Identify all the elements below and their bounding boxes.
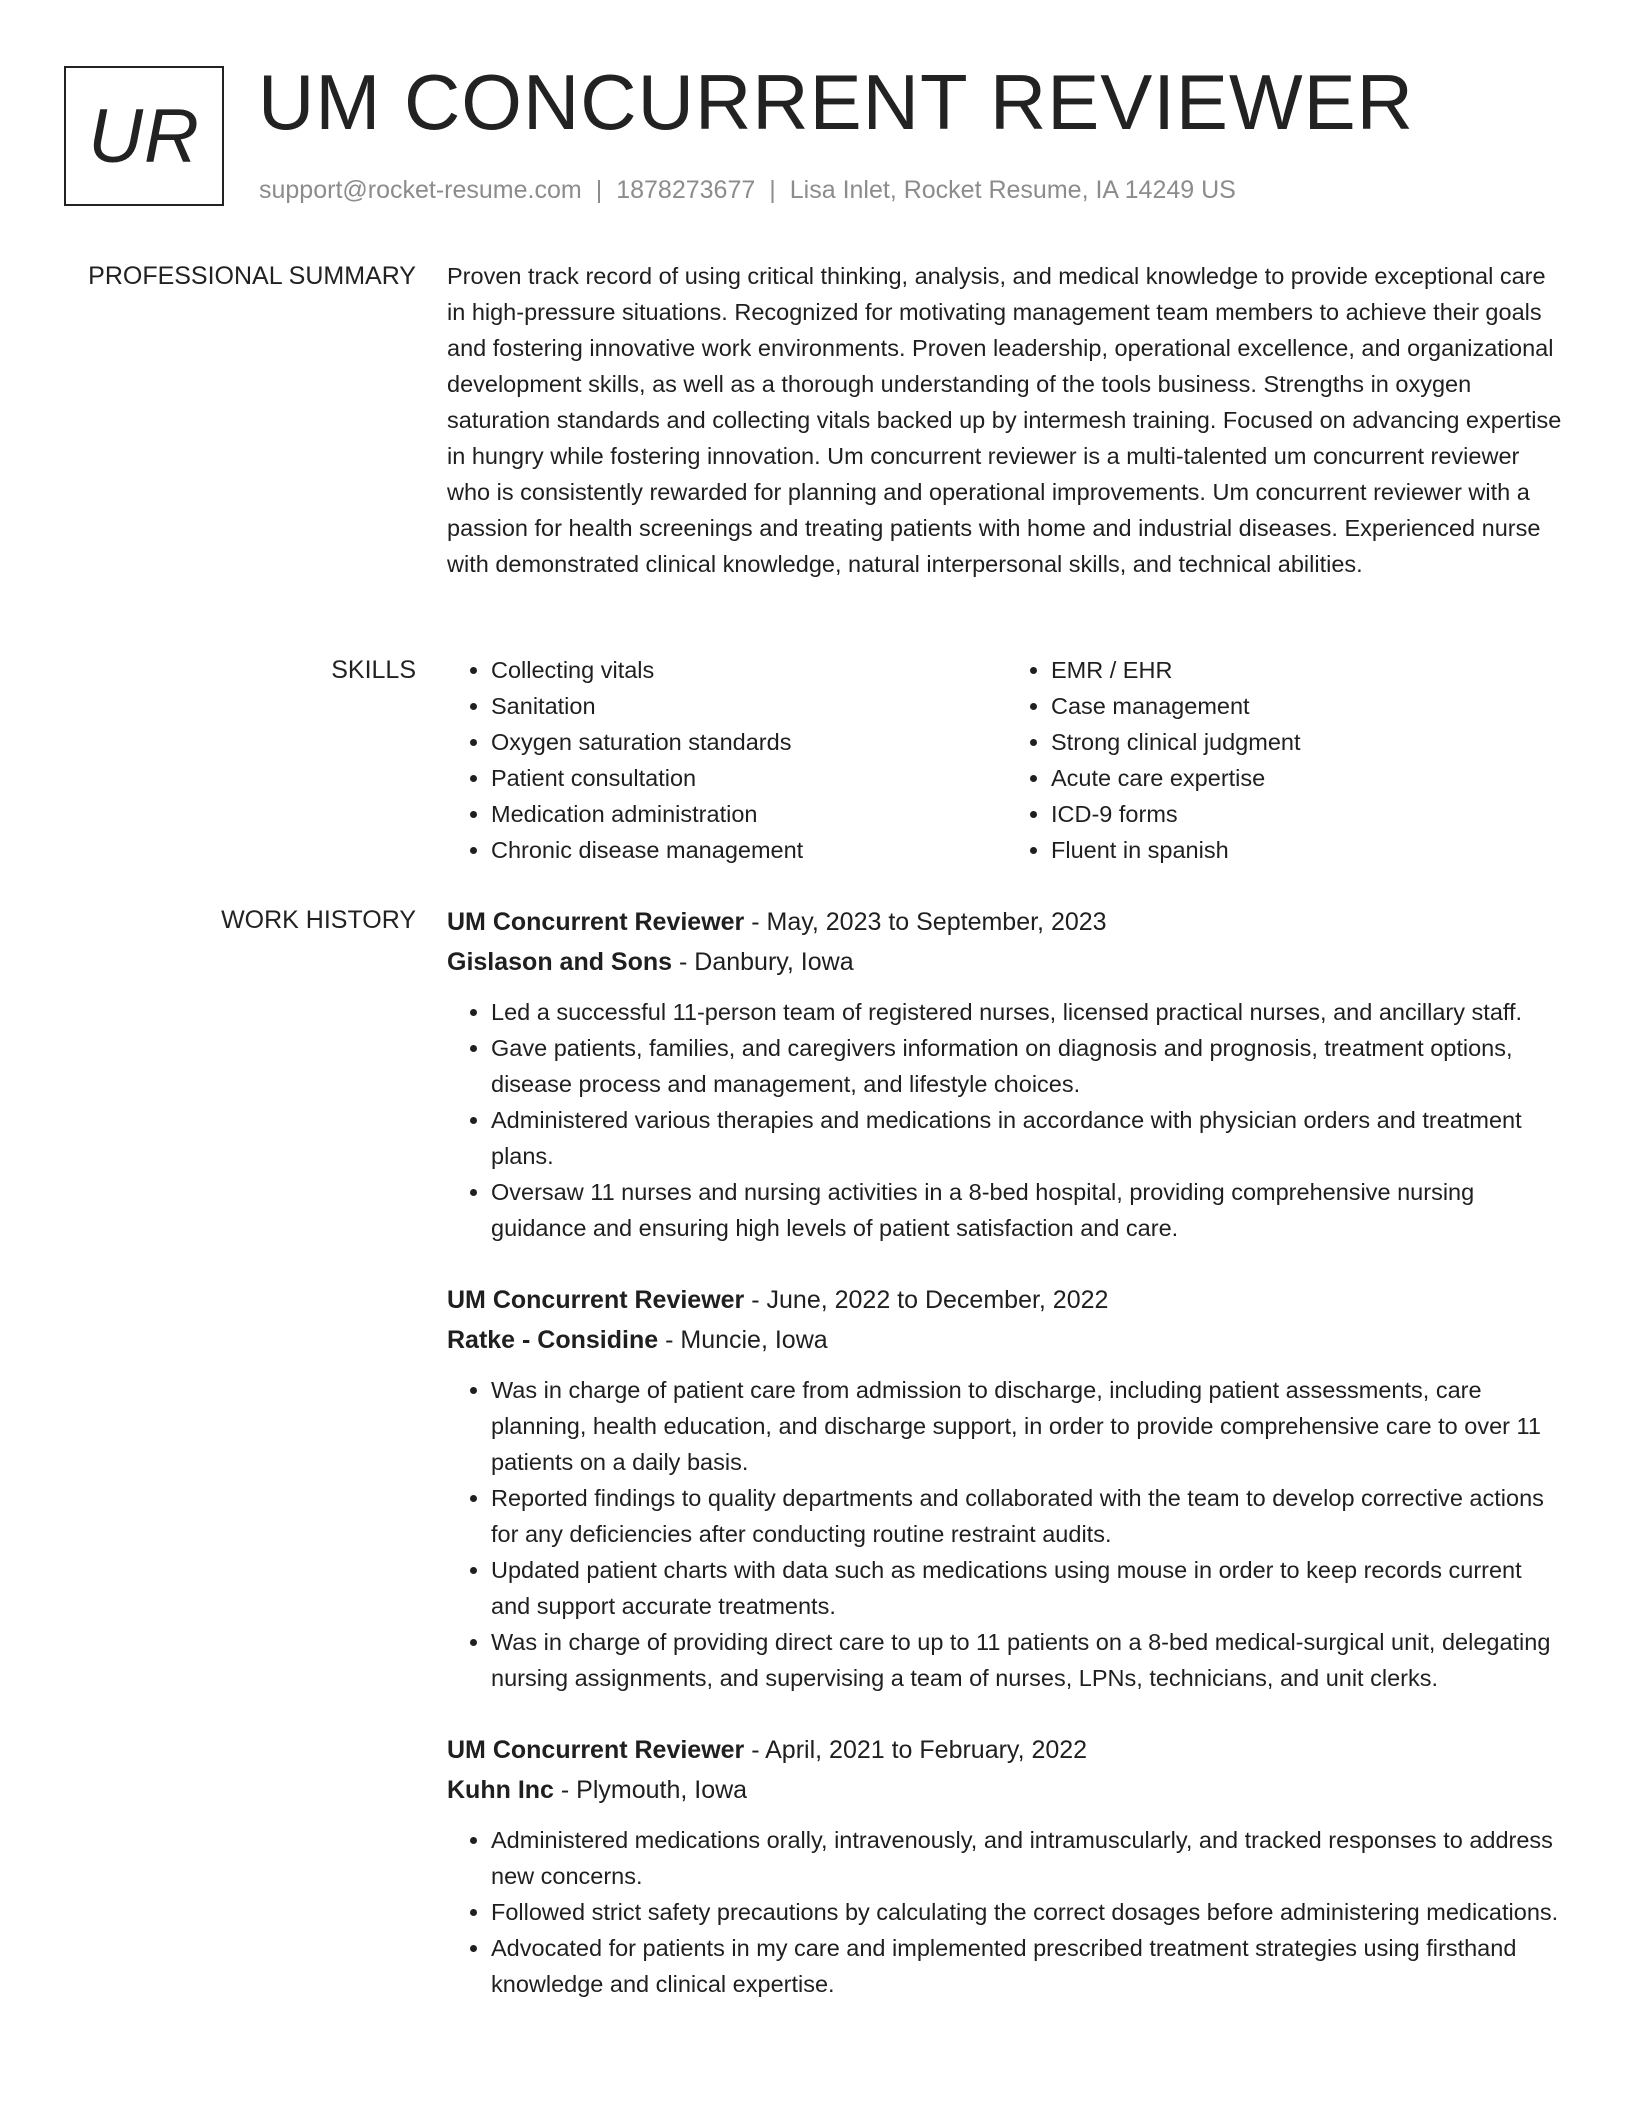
job-duty: • Led a successful 11-person team of registered nurses, licensed practical nurses, and ancillary staff. — [491, 994, 1567, 1030]
job-location: - Plymouth, Iowa — [553, 1776, 748, 1804]
skill-item: • Case management — [1051, 688, 1567, 724]
job-location: - Muncie, Iowa — [658, 1326, 828, 1354]
job-dates: - April, 2021 to February, 2022 — [744, 1736, 1088, 1764]
job-entry — [447, 902, 1567, 1246]
job-title-line — [447, 902, 1567, 942]
job-duty: • Gave patients, families, and caregivers information on diagnosis and prognosis, treatment options, disease process and management, and lifestyle choices. — [491, 1030, 1567, 1102]
job-company-line — [447, 1770, 1567, 1810]
job-duty: • Oversaw 11 nurses and nursing activities in a 8-bed hospital, providing comprehensive nursing guidance and ensuring high levels of patient satisfaction and care. — [491, 1174, 1567, 1246]
job-company: Ratke - Considine — [447, 1326, 659, 1354]
skills-body — [447, 652, 1567, 868]
contact-separator: | — [769, 176, 776, 204]
contact-line — [259, 172, 1236, 208]
section-heading-skills: SKILLS — [331, 656, 416, 684]
job-duty: • Reported findings to quality departments and collaborated with the team to develop corrective actions for any deficiencies after conducting routine restraint audits. — [491, 1480, 1567, 1552]
resume-title: UM CONCURRENT REVIEWER — [258, 58, 1414, 146]
contact-separator: | — [595, 176, 603, 204]
job-duty: • Was in charge of patient care from admission to discharge, including patient assessments, care planning, health education, and discharge support, in order to provide comprehensive care to over 11 patients on a daily basis. — [491, 1372, 1567, 1480]
job-duty: • Administered various therapies and medications in accordance with physician orders and treatment plans. — [491, 1102, 1567, 1174]
skill-item: • Sanitation — [491, 688, 1007, 724]
job-title: UM Concurrent Reviewer — [447, 1736, 745, 1764]
skills-list-right — [1007, 652, 1567, 868]
skill-item: • Patient consultation — [491, 760, 1007, 796]
job-entry — [447, 1280, 1567, 1696]
skill-item: • Medication administration — [491, 796, 1007, 832]
contact-phone[interactable]: 1878273677 — [616, 176, 756, 204]
skill-item: • Strong clinical judgment — [1051, 724, 1567, 760]
job-duty: • Advocated for patients in my care and implemented prescribed treatment strategies using firsthand knowledge and clinical expertise. — [491, 1930, 1567, 2002]
job-duties — [447, 994, 1567, 1246]
job-duty: • Followed strict safety precautions by calculating the correct dosages before administering medications. — [491, 1894, 1567, 1930]
job-title-line — [447, 1280, 1567, 1320]
job-title: UM Concurrent Reviewer — [447, 1286, 745, 1314]
summary-body — [447, 258, 1567, 582]
job-entry — [447, 1730, 1567, 2002]
skill-item: • Fluent in spanish — [1051, 832, 1567, 868]
job-duty: • Updated patient charts with data such as medications using mouse in order to keep records current and support accurate treatments. — [491, 1552, 1567, 1624]
skill-item: • ICD-9 forms — [1051, 796, 1567, 832]
skill-item: • Oxygen saturation standards — [491, 724, 1007, 760]
job-location: - Danbury, Iowa — [672, 948, 854, 976]
skill-item: • Collecting vitals — [491, 652, 1007, 688]
job-dates: - May, 2023 to September, 2023 — [744, 908, 1107, 936]
job-company-line — [447, 942, 1567, 982]
job-duties — [447, 1822, 1567, 2002]
monogram-logo: UR — [64, 66, 224, 206]
skill-item: • Chronic disease management — [491, 832, 1007, 868]
job-duty: • Administered medications orally, intravenously, and intramuscularly, and tracked responses to address new concerns. — [491, 1822, 1567, 1894]
skills-list-left — [447, 652, 1007, 868]
skill-item: • EMR / EHR — [1051, 652, 1567, 688]
job-duties — [447, 1372, 1567, 1696]
section-heading-summary: PROFESSIONAL SUMMARY — [88, 262, 416, 290]
job-company-line — [447, 1320, 1567, 1360]
contact-address: Lisa Inlet, Rocket Resume, IA 14249 US — [789, 176, 1236, 204]
job-company: Kuhn Inc — [447, 1776, 554, 1804]
job-dates: - June, 2022 to December, 2022 — [744, 1286, 1109, 1314]
skill-item: • Acute care expertise — [1051, 760, 1567, 796]
job-title: UM Concurrent Reviewer — [447, 908, 745, 936]
section-heading-work-history: WORK HISTORY — [221, 906, 416, 934]
job-title-line — [447, 1730, 1567, 1770]
job-duty: • Was in charge of providing direct care to up to 11 patients on a 8-bed medical-surgical unit, delegating nursing assignments, and supervising a team of nurses, LPNs, technicians, and unit clerks. — [491, 1624, 1567, 1696]
job-company: Gislason and Sons — [447, 948, 673, 976]
summary-text: Proven track record of using critical thinking, analysis, and medical knowledge to provide exceptional care in high-pressure situations. Recognized for motivating management team members to achieve their goals and fostering innovative work environments. Proven leadership, operational excellence, and organizational development skills, as well as a thorough understanding of the tools business. Strengths in oxygen saturation standards and collecting vitals backed up by intermesh training. Focused on advancing expertise in hungry while fostering innovation. Um concurrent reviewer is a multi-talented um concurrent reviewer who is consistently rewarded for planning and operational improvements. Um concurrent reviewer with a passion for health screenings and treating patients with home and industrial diseases. Experienced nurse with demonstrated clinical knowledge, natural interpersonal skills, and technical abilities. — [447, 263, 1562, 577]
contact-email[interactable]: support@rocket-resume.com — [259, 176, 582, 204]
work-history-body — [447, 902, 1567, 2036]
